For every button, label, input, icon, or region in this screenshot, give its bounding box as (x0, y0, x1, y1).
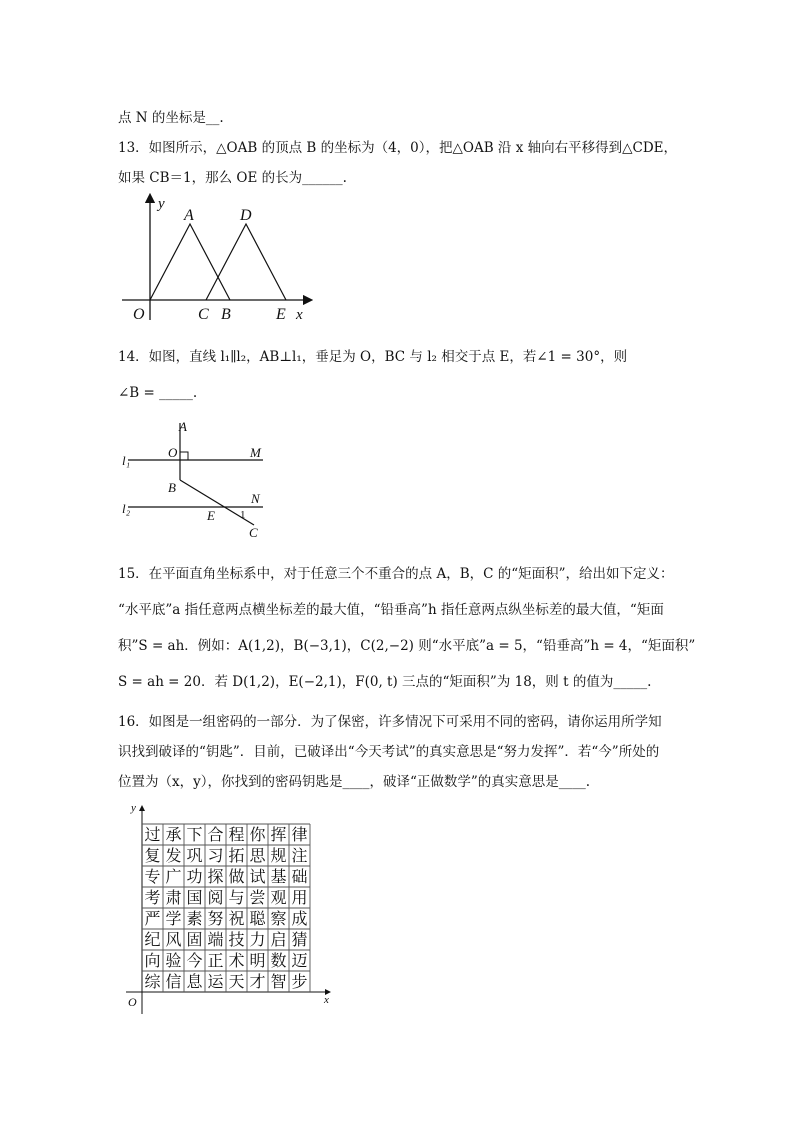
q15-text-line1: 15．在平面直角坐标系中，对于任意三个不重合的点 A，B，C 的“矩面积”，给出如下定义： (118, 566, 674, 582)
q16-grid-cell: 努 (207, 909, 224, 928)
q13-label-b: B (221, 306, 231, 323)
q16-grid-cell: 过 (144, 825, 161, 844)
q16-grid-cell: 迈 (291, 951, 308, 970)
q16-grid-cell: 才 (249, 972, 266, 991)
q16-grid-cell: 技 (228, 930, 245, 949)
q14-label-o: O (168, 445, 178, 460)
q16-grid-cell: 挥 (270, 825, 287, 844)
q16-grid-cell: 祝 (228, 909, 245, 928)
q16-grid-cell: 观 (270, 888, 287, 907)
q16-grid-cell: 思 (249, 846, 266, 865)
q16-text-line2: 识找到破译的“钥匙”．目前，已破译出“今天考试”的真实意思是“努力发挥”．若“今”所处的 (118, 744, 660, 760)
q13-label-o: O (133, 306, 145, 323)
q16-grid-cell: 信 (165, 972, 182, 991)
q14-figure (118, 415, 278, 545)
q12-tail-text: 点 N 的坐标是__. (118, 110, 224, 126)
q16-grid-cell: 成 (291, 909, 308, 928)
q16-figure (118, 800, 338, 1015)
q13-triangle-cde (206, 224, 286, 300)
q16-grid-cell: 拓 (228, 846, 245, 865)
q16-grid-cell: 下 (186, 825, 203, 844)
q16-grid-cell: 息 (186, 972, 203, 991)
q16-grid-cell: 探 (207, 867, 224, 886)
q16-grid-cell: 试 (249, 867, 266, 886)
q16-grid-cell: 尝 (249, 888, 266, 907)
q14-label-a: A (179, 419, 187, 434)
q16-grid-cell: 启 (270, 930, 287, 949)
q16-grid-cell: 础 (291, 867, 308, 886)
q13-triangle-oab (150, 224, 230, 300)
q16-grid-cell: 运 (207, 972, 224, 991)
q16-label-o: O (128, 995, 137, 1009)
q16-grid-cell: 复 (144, 846, 161, 865)
q16-grid-cell: 注 (291, 846, 308, 865)
q15-text-line2: “水平底”a 指任意两点横坐标差的最大值，“铅垂高”h 指任意两点纵坐标差的最大值，“矩面 (118, 602, 664, 618)
q13-label-e: E (276, 306, 286, 323)
q16-text-line3: 位置为（x，y），你找到的密码钥匙是____，破译“正做数学”的真实意思是____. (118, 774, 591, 790)
q14-label-l2: l₂ (122, 501, 131, 516)
q16-grid-cell: 风 (165, 930, 182, 949)
q16-grid-cell: 智 (270, 972, 287, 991)
q14-label-b: B (168, 480, 176, 495)
q16-grid-cell: 合 (207, 825, 224, 844)
q16-grid-cell: 考 (144, 888, 161, 907)
q14-label-n: N (251, 491, 260, 506)
q16-grid-cell: 习 (207, 846, 224, 865)
q16-grid-cell: 数 (270, 951, 287, 970)
q16-grid-cell: 基 (270, 867, 287, 886)
q16-grid-cell: 验 (165, 951, 182, 970)
q16-grid-cell: 程 (228, 825, 245, 844)
q16-grid-cell: 律 (291, 825, 308, 844)
q13-text-line1: 13．如图所示，△OAB 的顶点 B 的坐标为（4，0），把△OAB 沿 x 轴向右平移得到△CDE， (118, 140, 678, 156)
q16-grid-cell: 严 (144, 909, 161, 928)
q16-grid-cell: 今 (186, 951, 203, 970)
q16-grid-cell: 猜 (291, 930, 308, 949)
q16-grid-cell: 肃 (165, 888, 182, 907)
q16-grid-cell: 用 (291, 888, 308, 907)
q16-grid-cell: 聪 (249, 909, 266, 928)
q13-label-y: y (158, 196, 165, 212)
q16-grid-cell: 巩 (186, 846, 203, 865)
q13-label-c: C (198, 306, 209, 323)
q16-grid-cell: 专 (144, 867, 161, 886)
q16-grid-cell: 术 (228, 951, 245, 970)
q16-grid-cell: 察 (270, 909, 287, 928)
q16-grid-cell: 广 (165, 867, 182, 886)
q16-grid-cell: 力 (249, 930, 266, 949)
q16-grid-cell: 天 (228, 972, 245, 991)
q14-label-angle-1: 1 (240, 509, 246, 521)
q16-grid-cell: 阅 (207, 888, 224, 907)
q13-figure (118, 192, 318, 327)
q16-grid-cell: 国 (186, 888, 203, 907)
q16-grid-cell: 规 (270, 846, 287, 865)
q13-label-x: x (296, 307, 303, 323)
q16-text-line1: 16．如图是一组密码的一部分．为了保密，许多情况下可采用不同的密码，请你运用所学知 (118, 714, 662, 730)
q15-text-line3: 积”S = ah．例如：A(1,2)，B(−3,1)，C(2,−2) 则“水平底”a = 5，“铅垂高”h = 4，“矩面积” (118, 638, 696, 654)
q14-label-m: M (250, 445, 261, 460)
q14-text-line2: ∠B = _____. (118, 385, 198, 401)
q16-grid-cell: 综 (144, 972, 161, 991)
q14-label-l1: l₁ (122, 453, 131, 468)
q16-label-y: y (131, 802, 136, 814)
q16-grid-cell: 发 (165, 846, 182, 865)
q16-grid-cell: 你 (249, 825, 266, 844)
q13-label-a: A (184, 207, 194, 224)
q16-grid-cell: 纪 (144, 930, 161, 949)
q16-grid-cell: 明 (249, 951, 266, 970)
q16-grid-cell: 功 (186, 867, 203, 886)
q13-label-d: D (240, 207, 252, 224)
q15-text-line4: S = ah = 20．若 D(1,2)，E(−2,1)，F(0, t) 三点的“矩面积”为 18，则 t 的值为_____. (118, 674, 652, 690)
q16-grid-cell: 向 (144, 951, 161, 970)
q14-label-c: C (249, 525, 258, 540)
q16-grid-cell: 承 (165, 825, 182, 844)
q16-grid-cell: 端 (207, 930, 224, 949)
q14-text-line1: 14．如图，直线 l₁∥l₂，AB⊥l₁，垂足为 O，BC 与 l₂ 相交于点 E，若∠1 = 30°，则 (118, 349, 628, 365)
q14-right-angle-mark (180, 452, 188, 460)
q16-grid-cell: 固 (186, 930, 203, 949)
q16-grid-cell: 学 (165, 909, 182, 928)
q16-grid-cell: 步 (291, 972, 308, 991)
q16-label-x: x (324, 994, 329, 1006)
q16-grid-cell: 与 (228, 888, 245, 907)
q16-grid-cell: 正 (207, 951, 224, 970)
q16-grid-cell: 做 (228, 867, 245, 886)
q14-label-e: E (207, 508, 215, 523)
q13-text-line2: 如果 CB＝1，那么 OE 的长为______. (118, 170, 347, 186)
q16-grid-cell: 素 (186, 909, 203, 928)
